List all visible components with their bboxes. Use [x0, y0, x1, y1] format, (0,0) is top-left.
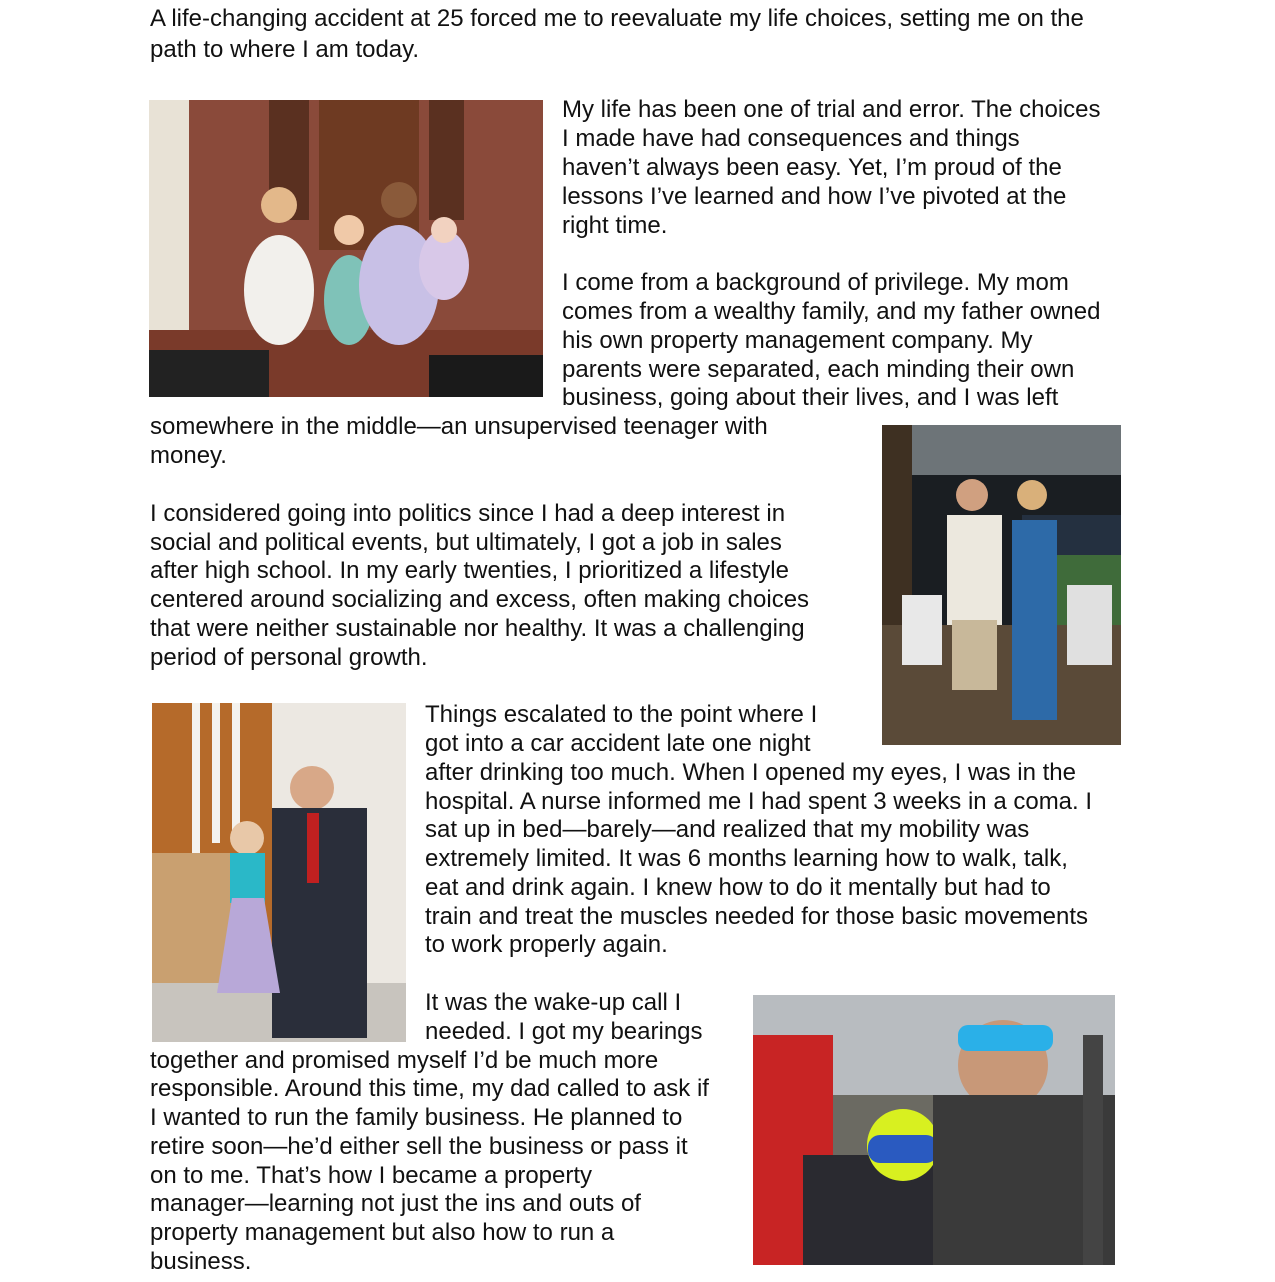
text-line: property management but also how to run a [150, 1219, 615, 1246]
text-line: centered around socializing and excess, often making choices [150, 586, 810, 613]
text-line: I considered going into politics since I had a deep interest in [150, 500, 786, 527]
text-line: got into a car accident late one night [425, 730, 811, 757]
text-line: Things escalated to the point where I [425, 701, 818, 728]
text-line: hospital. A nurse informed me I had spent 3 weeks in a coma. I [425, 788, 1093, 815]
text-line: money. [150, 442, 227, 469]
couple-patio-photo [882, 425, 1121, 745]
text-line: business, going about their lives, and I was left [562, 384, 1059, 411]
text-line: lessons I’ve learned and how I’ve pivoted at the [562, 183, 1067, 210]
text-line: together and promised myself I’d be much more [150, 1047, 659, 1074]
text-line: extremely limited. It was 6 months learning how to walk, talk, [425, 845, 1068, 872]
text-line: somewhere in the middle—an unsupervised teenager with [150, 413, 768, 440]
family-porch-photo [149, 100, 543, 397]
text-line: I come from a background of privilege. My mom [562, 269, 1069, 296]
text-line: right time. [562, 212, 668, 239]
text-line: My life has been one of trial and error. The choices [562, 96, 1101, 123]
text-line: retire soon—he’d either sell the business or pass it [150, 1133, 688, 1160]
text-line: manager—learning not just the ins and outs of [150, 1190, 641, 1217]
text-line: A life-changing accident at 25 forced me to reevaluate my life choices, setting me on the [150, 5, 1084, 32]
text-line: to work properly again. [425, 931, 668, 958]
father-daughter-stairs-photo [152, 703, 406, 1042]
text-line: after high school. In my early twenties, I prioritized a lifestyle [150, 557, 789, 584]
ski-lift-selfie-photo [753, 995, 1115, 1265]
text-line: business. [150, 1248, 252, 1275]
text-line: parents were separated, each minding their own [562, 356, 1075, 383]
text-line: sat up in bed—barely—and realized that my mobility was [425, 816, 1030, 843]
text-line: after drinking too much. When I opened my eyes, I was in the [425, 759, 1076, 786]
text-line: haven’t always been easy. Yet, I’m proud of the [562, 154, 1062, 181]
text-line: on to me. That’s how I became a property [150, 1162, 593, 1189]
text-line: It was the wake-up call I [425, 989, 682, 1016]
text-line: I made have had consequences and things [562, 125, 1020, 152]
text-line: train and treat the muscles needed for those basic movements [425, 903, 1089, 930]
text-line: his own property management company. My [562, 327, 1033, 354]
text-line: comes from a wealthy family, and my father owned [562, 298, 1101, 325]
text-line: needed. I got my bearings [425, 1018, 703, 1045]
text-line: responsible. Around this time, my dad called to ask if [150, 1075, 709, 1102]
text-line: eat and drink again. I knew how to do it mentally but had to [425, 874, 1051, 901]
text-line: that were neither sustainable nor healthy. It was a challenging [150, 615, 805, 642]
text-line: path to where I am today. [150, 36, 420, 63]
text-line: social and political events, but ultimately, I got a job in sales [150, 529, 782, 556]
text-line: period of personal growth. [150, 644, 428, 671]
text-line: I wanted to run the family business. He planned to [150, 1104, 683, 1131]
